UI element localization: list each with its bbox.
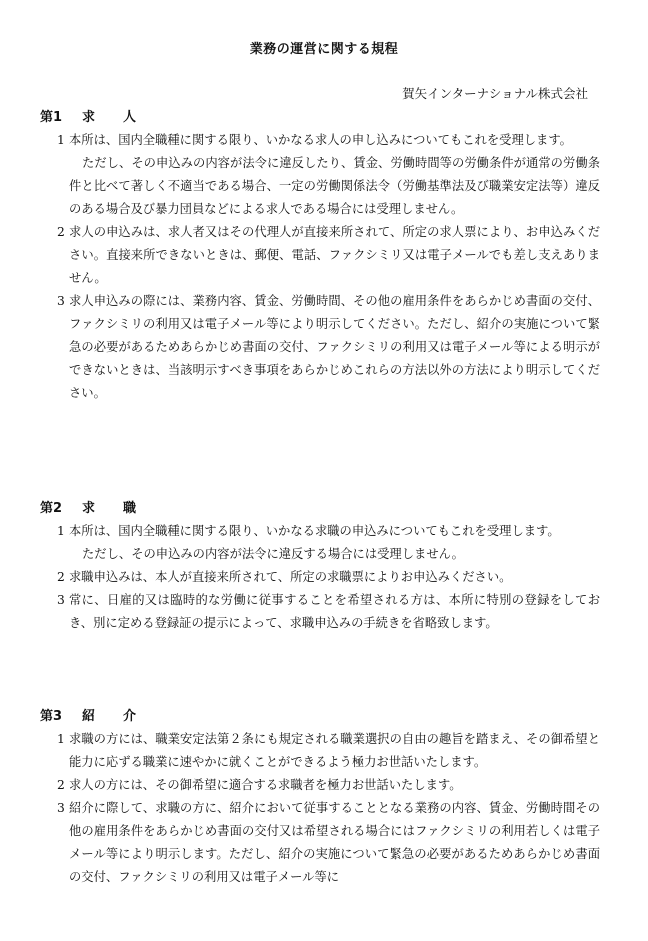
clause-item (40, 221, 600, 290)
section-heading (40, 107, 600, 129)
clause-proviso: ただし、その申込みの内容が法令に違反する場合には受理しません。 (82, 547, 464, 561)
clause-number: 3 (57, 593, 65, 607)
clause-item (40, 589, 600, 635)
section-number: 第3 (40, 709, 63, 724)
section-title: 求職 (82, 501, 165, 516)
section-title: 紹介 (82, 709, 165, 724)
section-heading (40, 706, 600, 728)
clause-number: 1 (57, 133, 65, 147)
clause-text: 求人申込みの際には、業務内容、賃金、労働時間、その他の雇用条件をあらかじめ書面の交付、ファクシミリの利用又は電子メール等により明示してください。ただし、紹介の実施について緊急の必要があるためあらかじめ書面の交付、ファクシミリの利用又は電子メール等による明示ができないときは、当該明示すべき事項をあらかじめこれらの方法以外の方法により明示してください。 (69, 294, 600, 400)
clause-text: 紹介に際して、求職の方に、紹介において従事することとなる業務の内容、賃金、労働時間その他の雇用条件をあらかじめ書面の交付又は希望される場合にはファクシミリの利用若しくは電子メール等により明示します。ただし、紹介の実施について緊急の必要があるためあらかじめ書面の交付、ファクシミリの利用又は電子メール等に (69, 801, 600, 884)
clause-text: 本所は、国内全職種に関する限り、いかなる求職の申込みについてもこれを受理します。 (69, 524, 560, 538)
clause-item (40, 797, 600, 889)
clause-item (40, 290, 600, 405)
clause-text: 常に、日雇的又は臨時的な労働に従事することを希望される方は、本所に特別の登録をしておき、別に定める登録証の提示によって、求職申込みの手続きを省略致します。 (69, 593, 600, 630)
clause-text: 求人の申込みは、求人者又はその代理人が直接来所されて、所定の求人票により、お申込みください。直接来所できないときは、郵便、電話、ファクシミリ又は電子メールでも差し支えありません。 (69, 225, 600, 285)
section-number: 第2 (40, 501, 63, 516)
clause-number: 3 (57, 801, 65, 815)
clause-text: 求職申込みは、本人が直接来所されて、所定の求職票によりお申込みください。 (69, 570, 512, 584)
section-shokai (40, 706, 600, 889)
clause-text: 求人の方には、その御希望に適合する求職者を極力お世話いたします。 (69, 778, 462, 792)
clause-item (40, 129, 600, 221)
company-name: 賀矢インターナショナル株式会社 (402, 86, 588, 101)
clause-number: 2 (57, 225, 65, 239)
section-title: 求人 (82, 110, 165, 125)
clause-number: 1 (57, 524, 65, 538)
section-kyujin (40, 107, 600, 405)
clause-number: 1 (57, 732, 65, 746)
document-title: 業務の運営に関する規程 (249, 42, 399, 57)
section-number: 第1 (40, 110, 63, 125)
clause-text: 求職の方には、職業安定法第２条にも規定される職業選択の自由の趣旨を踏まえ、その御希望と能力に応ずる職業に速やかに就くことができるよう極力お世話いたします。 (69, 732, 600, 769)
section-kyushoku (40, 498, 600, 635)
clause-item (40, 566, 600, 589)
clause-item (40, 728, 600, 774)
clause-number: 3 (57, 294, 65, 308)
section-heading (40, 498, 600, 520)
clause-proviso: ただし、その申込みの内容が法令に違反したり、賃金、労働時間等の労働条件が通常の労働条件と比べて著しく不適当である場合、一定の労働関係法令（労働基準法及び職業安定法等）違反のある場合及び暴力団員などによる求人である場合には受理しません。 (69, 156, 600, 216)
clause-item (40, 774, 600, 797)
clause-text: 本所は、国内全職種に関する限り、いかなる求人の申し込みについてもこれを受理します。 (69, 133, 572, 147)
clause-number: 2 (57, 570, 65, 584)
clause-item (40, 520, 600, 566)
clause-number: 2 (57, 778, 65, 792)
